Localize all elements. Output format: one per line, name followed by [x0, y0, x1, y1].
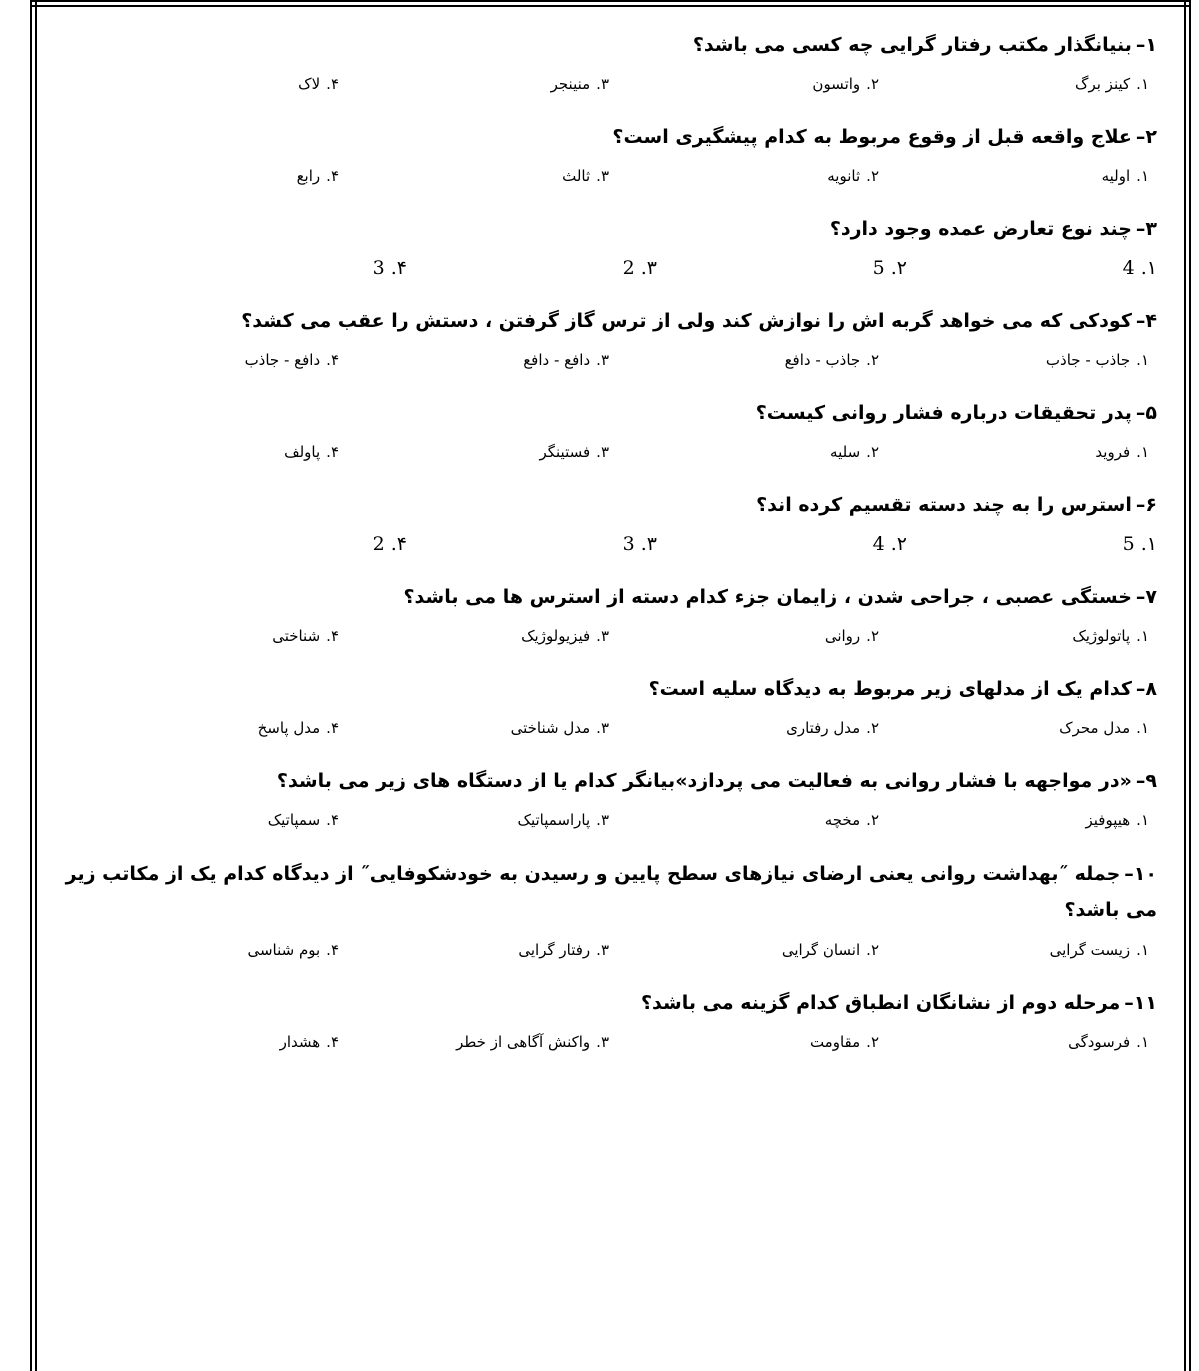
option-label: مدل پاسخ	[257, 719, 321, 737]
option-index: ۱.	[1136, 351, 1149, 369]
option-1[interactable]	[887, 75, 1157, 93]
option-4[interactable]	[157, 257, 407, 279]
option-index: ۲.	[866, 351, 879, 369]
option-label: زیست گرایی	[1049, 941, 1131, 959]
question-6	[60, 488, 1157, 566]
questions-list	[60, 14, 1157, 1064]
option-2[interactable]	[657, 533, 907, 555]
options-row	[60, 62, 1157, 106]
option-index: .۲	[890, 257, 907, 279]
option-label: لاک	[298, 75, 321, 93]
option-label: دافع - جاذب	[244, 351, 321, 369]
option-4[interactable]	[77, 443, 347, 461]
option-3[interactable]	[347, 75, 617, 93]
option-label: فیزیولوژیک	[521, 627, 591, 645]
option-4[interactable]	[77, 627, 347, 645]
option-index: ۲.	[866, 75, 879, 93]
option-index: .۱	[1140, 257, 1157, 279]
option-index: ۲.	[866, 1033, 879, 1051]
option-label: هشدار	[279, 1033, 321, 1051]
page-border-top	[30, 0, 1191, 7]
question-5	[60, 396, 1157, 474]
option-index: ۱.	[1136, 719, 1149, 737]
option-index: ۴.	[326, 75, 339, 93]
option-label: هیپوفیز	[1085, 811, 1131, 829]
option-label: مخچه	[824, 811, 861, 829]
option-index: ۱.	[1136, 941, 1149, 959]
option-4[interactable]	[77, 1033, 347, 1051]
option-label: مدل رفتاری	[786, 719, 861, 737]
option-index: ۳.	[596, 811, 609, 829]
options-row	[60, 430, 1157, 474]
question-prompt: خستگی عصبی ، جراحی شدن ، زایمان جزء کدام دسته از استرس ها می باشد؟	[403, 586, 1132, 608]
option-label: روانی	[824, 627, 861, 645]
question-prompt: استرس را به چند دسته تقسیم کرده اند؟	[756, 494, 1132, 516]
option-4[interactable]	[77, 75, 347, 93]
question-3	[60, 212, 1157, 290]
question-number: ۳–	[1135, 218, 1157, 240]
option-index: ۳.	[596, 627, 609, 645]
option-label: بوم شناسی	[247, 941, 321, 959]
question-text	[60, 28, 1157, 62]
option-label: پاتولوژیک	[1072, 627, 1131, 645]
option-index: ۱.	[1136, 1033, 1149, 1051]
option-3[interactable]	[347, 941, 617, 959]
option-index: ۴.	[326, 167, 339, 185]
option-label: 5	[1122, 533, 1135, 555]
question-number: ۴–	[1135, 310, 1157, 332]
question-prompt: بنیانگذار مکتب رفتار گرایی چه کسی می باشد؟	[692, 34, 1132, 56]
question-prompt: «در مواجهه با فشار روانی به فعالیت می پردازد»بیانگر کدام یا از دستگاه های زیر می باشد؟	[276, 770, 1132, 792]
option-2[interactable]	[617, 811, 887, 829]
option-index: .۴	[390, 533, 407, 555]
options-row	[60, 154, 1157, 198]
option-label: اولیه	[1101, 167, 1131, 185]
option-index: ۱.	[1136, 167, 1149, 185]
option-label: پاراسمپاتیک	[517, 811, 591, 829]
option-label: 2	[372, 533, 385, 555]
option-label: ثالث	[562, 167, 591, 185]
option-index: ۳.	[596, 941, 609, 959]
question-text	[60, 856, 1157, 928]
option-index: ۲.	[866, 811, 879, 829]
option-2[interactable]	[617, 1033, 887, 1051]
option-2[interactable]	[617, 941, 887, 959]
option-2[interactable]	[617, 443, 887, 461]
options-row	[60, 614, 1157, 658]
option-1[interactable]	[887, 811, 1157, 829]
page-border-left	[30, 0, 37, 1371]
option-4[interactable]	[77, 167, 347, 185]
question-number: ۵–	[1135, 402, 1157, 424]
option-index: ۳.	[596, 443, 609, 461]
question-prompt: پدر تحقیقات درباره فشار روانی کیست؟	[755, 402, 1132, 424]
question-text	[60, 212, 1157, 246]
option-index: ۱.	[1136, 75, 1149, 93]
option-4[interactable]	[157, 533, 407, 555]
options-row	[60, 928, 1157, 972]
question-11	[60, 986, 1157, 1064]
option-label: سمپاتیک	[267, 811, 321, 829]
option-label: رفتار گرایی	[518, 941, 591, 959]
question-number: ۲–	[1135, 126, 1157, 148]
option-label: مدل شناختی	[510, 719, 591, 737]
option-index: ۲.	[866, 443, 879, 461]
option-1[interactable]	[887, 167, 1157, 185]
option-2[interactable]	[657, 257, 907, 279]
option-1[interactable]	[887, 351, 1157, 369]
option-index: .۱	[1140, 533, 1157, 555]
option-1[interactable]	[887, 1033, 1157, 1051]
option-label: انسان گرایی	[781, 941, 861, 959]
option-4[interactable]	[77, 351, 347, 369]
option-index: ۳.	[596, 351, 609, 369]
option-2[interactable]	[617, 719, 887, 737]
option-3[interactable]	[407, 533, 657, 555]
option-4[interactable]	[77, 811, 347, 829]
option-index: ۳.	[596, 719, 609, 737]
option-label: 2	[622, 257, 635, 279]
question-number: ۱۱–	[1124, 992, 1157, 1014]
question-number: ۷–	[1135, 586, 1157, 608]
question-number: ۸–	[1135, 678, 1157, 700]
option-3[interactable]	[347, 351, 617, 369]
option-index: .۲	[890, 533, 907, 555]
option-index: ۲.	[866, 627, 879, 645]
option-index: ۲.	[866, 167, 879, 185]
option-label: 5	[872, 257, 885, 279]
option-2[interactable]	[617, 351, 887, 369]
question-prompt: کودکی که می خواهد گربه اش را نوازش کند ولی از ترس گاز گرفتن ، دستش را عقب می کشد؟	[241, 310, 1132, 332]
option-1[interactable]	[887, 719, 1157, 737]
option-2[interactable]	[617, 627, 887, 645]
option-label: 4	[1122, 257, 1135, 279]
option-3[interactable]	[347, 627, 617, 645]
question-text	[60, 986, 1157, 1020]
question-1	[60, 28, 1157, 106]
question-prompt: علاج واقعه قبل از وقوع مربوط به کدام پیشگیری است؟	[612, 126, 1132, 148]
option-index: .۴	[390, 257, 407, 279]
question-4	[60, 304, 1157, 382]
option-index: ۴.	[326, 719, 339, 737]
option-3[interactable]	[347, 443, 617, 461]
option-3[interactable]	[347, 1033, 617, 1051]
option-label: فستینگر	[539, 443, 591, 461]
option-3[interactable]	[347, 811, 617, 829]
option-index: ۱.	[1136, 627, 1149, 645]
option-label: فرسودگی	[1068, 1033, 1131, 1051]
option-index: ۱.	[1136, 811, 1149, 829]
question-2	[60, 120, 1157, 198]
question-text	[60, 120, 1157, 154]
option-label: مدل محرک	[1059, 719, 1131, 737]
option-label: کینز برگ	[1075, 75, 1131, 93]
option-4[interactable]	[77, 719, 347, 737]
option-label: سلیه	[830, 443, 861, 461]
option-1[interactable]	[887, 941, 1157, 959]
option-1[interactable]	[907, 257, 1157, 279]
options-row	[60, 798, 1157, 842]
option-label: فروید	[1095, 443, 1131, 461]
options-row	[60, 1020, 1157, 1064]
option-1[interactable]	[887, 627, 1157, 645]
question-prompt: کدام یک از مدلهای زیر مربوط به دیدگاه سلیه است؟	[648, 678, 1132, 700]
question-7	[60, 580, 1157, 658]
question-10	[60, 856, 1157, 972]
option-index: ۴.	[326, 941, 339, 959]
question-text	[60, 396, 1157, 430]
question-text	[60, 304, 1157, 338]
option-label: 3	[372, 257, 385, 279]
option-3[interactable]	[407, 257, 657, 279]
question-8	[60, 672, 1157, 750]
option-index: .۳	[640, 257, 657, 279]
option-index: ۴.	[326, 443, 339, 461]
option-index: .۳	[640, 533, 657, 555]
option-index: ۱.	[1136, 443, 1149, 461]
option-index: ۴.	[326, 811, 339, 829]
option-index: ۳.	[596, 167, 609, 185]
option-index: ۳.	[596, 75, 609, 93]
option-label: ثانویه	[827, 167, 861, 185]
option-label: واتسون	[812, 75, 861, 93]
option-1[interactable]	[887, 443, 1157, 461]
option-3[interactable]	[347, 167, 617, 185]
option-index: ۲.	[866, 719, 879, 737]
option-label: مقاومت	[809, 1033, 861, 1051]
option-label: 4	[872, 533, 885, 555]
option-index: ۳.	[596, 1033, 609, 1051]
option-label: رابع	[296, 167, 321, 185]
question-9	[60, 764, 1157, 842]
option-2[interactable]	[617, 167, 887, 185]
question-number: ۹–	[1135, 770, 1157, 792]
option-4[interactable]	[77, 941, 347, 959]
option-label: واکنش آگاهی از خطر	[456, 1033, 591, 1051]
option-index: ۴.	[326, 1033, 339, 1051]
question-text	[60, 672, 1157, 706]
option-label: جاذب - جاذب	[1045, 351, 1131, 369]
option-1[interactable]	[907, 533, 1157, 555]
option-label: پاولف	[284, 443, 321, 461]
question-text	[60, 764, 1157, 798]
option-3[interactable]	[347, 719, 617, 737]
option-2[interactable]	[617, 75, 887, 93]
options-row	[60, 522, 1157, 566]
options-row	[60, 338, 1157, 382]
question-prompt: مرحله دوم از نشانگان انطباق کدام گزینه می باشد؟	[641, 992, 1121, 1014]
option-label: دافع - دافع	[523, 351, 591, 369]
option-label: منینجر	[550, 75, 591, 93]
question-number: ۱۰–	[1124, 863, 1157, 885]
option-index: ۴.	[326, 351, 339, 369]
options-row	[60, 706, 1157, 750]
options-row	[60, 246, 1157, 290]
option-label: شناختی	[272, 627, 321, 645]
option-label: جاذب - دافع	[784, 351, 861, 369]
question-prompt: جمله ˝بهداشت روانی یعنی ارضای نیازهای سطح پایین و رسیدن به خودشکوفایی˝ از دیدگاه کدام یک از مکاتب زیر می باشد؟	[65, 863, 1157, 921]
question-number: ۶–	[1135, 494, 1157, 516]
option-index: ۴.	[326, 627, 339, 645]
question-number: ۱–	[1135, 34, 1157, 56]
question-text	[60, 488, 1157, 522]
page-border-right	[1184, 0, 1191, 1371]
question-prompt: چند نوع تعارض عمده وجود دارد؟	[829, 218, 1132, 240]
question-text	[60, 580, 1157, 614]
option-index: ۲.	[866, 941, 879, 959]
option-label: 3	[622, 533, 635, 555]
